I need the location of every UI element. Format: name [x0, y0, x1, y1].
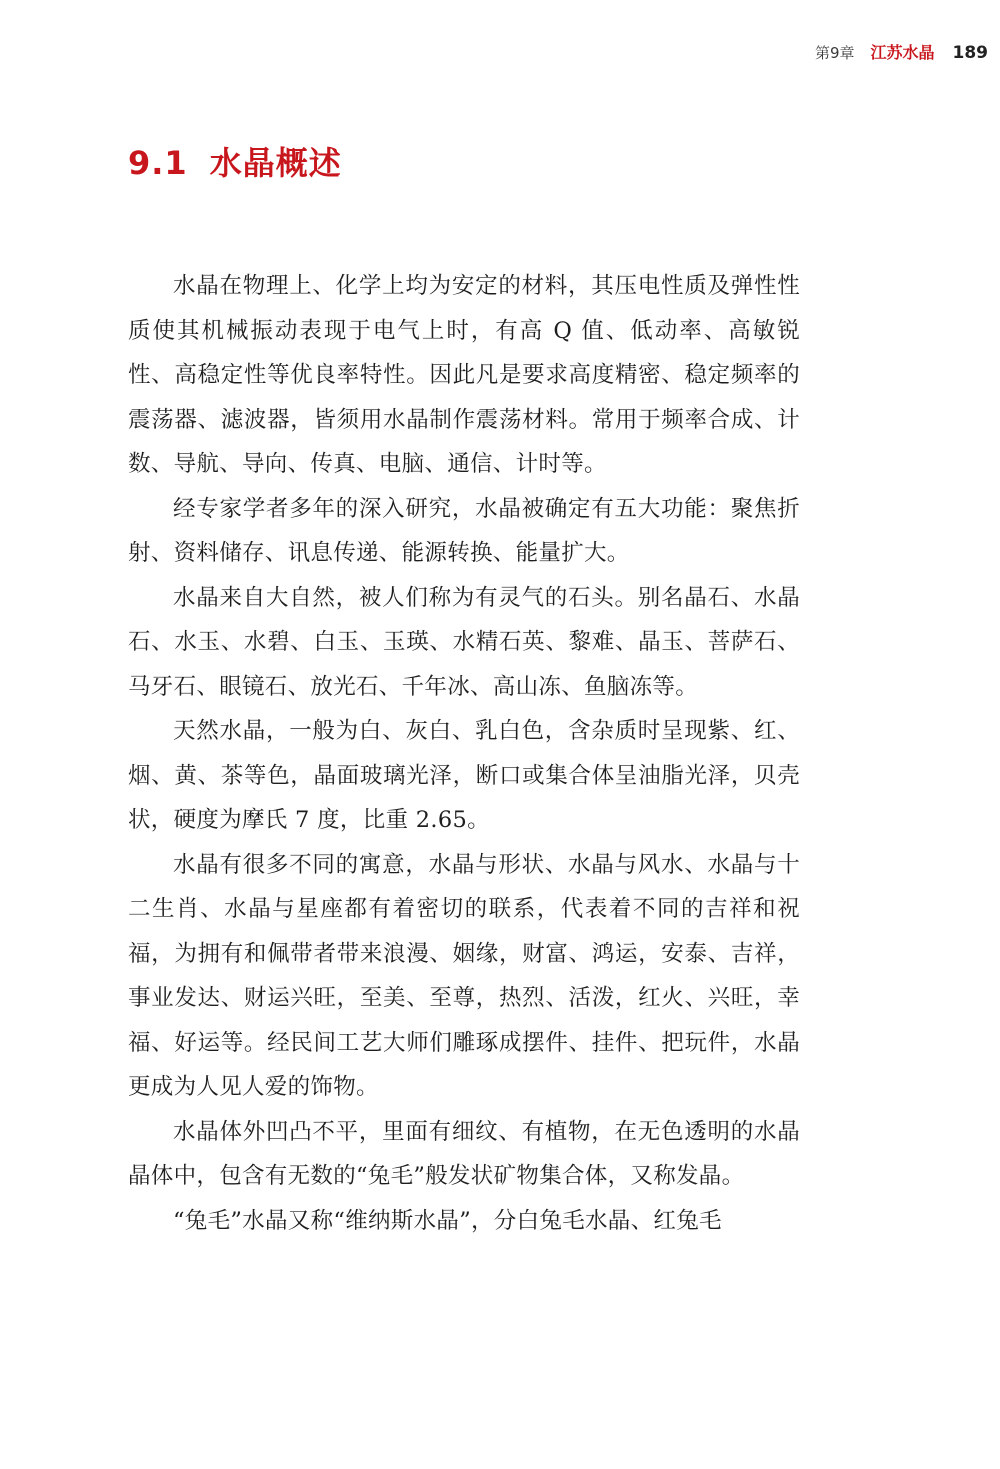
paragraph: 水晶体外凹凸不平，里面有细纹、有植物，在无色透明的水晶晶体中，包含有无数的“兔毛”般发状矿物集合体，又称发晶。 [128, 1118, 800, 1189]
paragraph: 经专家学者多年的深入研究，水晶被确定有五大功能：聚焦折射、资料储存、讯息传递、能源转换、能量扩大。 [128, 495, 800, 566]
section-heading [128, 138, 342, 184]
paragraph: 水晶在物理上、化学上均为安定的材料，其压电性质及弹性性质使其机械振动表现于电气上时，有高 Q 值、低动率、高敏锐性、高稳定性等优良率特性。因此凡是要求高度精密、稳定频率的震荡器、滤波器，皆须用水晶制作震荡材料。常用于频率合成、计数、导航、导向、传真、电脑、通信、计时等。 [128, 273, 800, 477]
running-header [815, 40, 988, 63]
paragraph: 水晶来自大自然，被人们称为有灵气的石头。别名晶石、水晶石、水玉、水碧、白玉、玉瑛、水精石英、黎难、晶玉、菩萨石、马牙石、眼镜石、放光石、千年冰、高山冻、鱼脑冻等。 [128, 584, 800, 700]
body-text [128, 264, 800, 1243]
section-number: 9.1 [128, 144, 188, 182]
chapter-title: 江苏水晶 [870, 43, 935, 62]
page-number: 189 [952, 43, 988, 63]
paragraph: 天然水晶，一般为白、灰白、乳白色，含杂质时呈现紫、红、烟、黄、茶等色，晶面玻璃光泽，断口或集合体呈油脂光泽，贝壳状，硬度为摩氏 7 度，比重 2.65。 [128, 718, 800, 833]
paragraph: 水晶有很多不同的寓意，水晶与形状、水晶与风水、水晶与十二生肖、水晶与星座都有着密切的联系，代表着不同的吉祥和祝福，为拥有和佩带者带来浪漫、姻缘，财富、鸿运，安泰、吉祥，事业发达、财运兴旺，至美、至尊，热烈、活泼，红火、兴旺，幸福、好运等。经民间工艺大师们雕琢成摆件、挂件、把玩件，水晶更成为人见人爱的饰物。 [128, 851, 800, 1100]
section-title: 水晶概述 [209, 144, 342, 182]
paragraph: “兔毛”水晶又称“维纳斯水晶”，分白兔毛水晶、红兔毛 [173, 1207, 722, 1234]
chapter-label: 第9章 [814, 44, 855, 62]
